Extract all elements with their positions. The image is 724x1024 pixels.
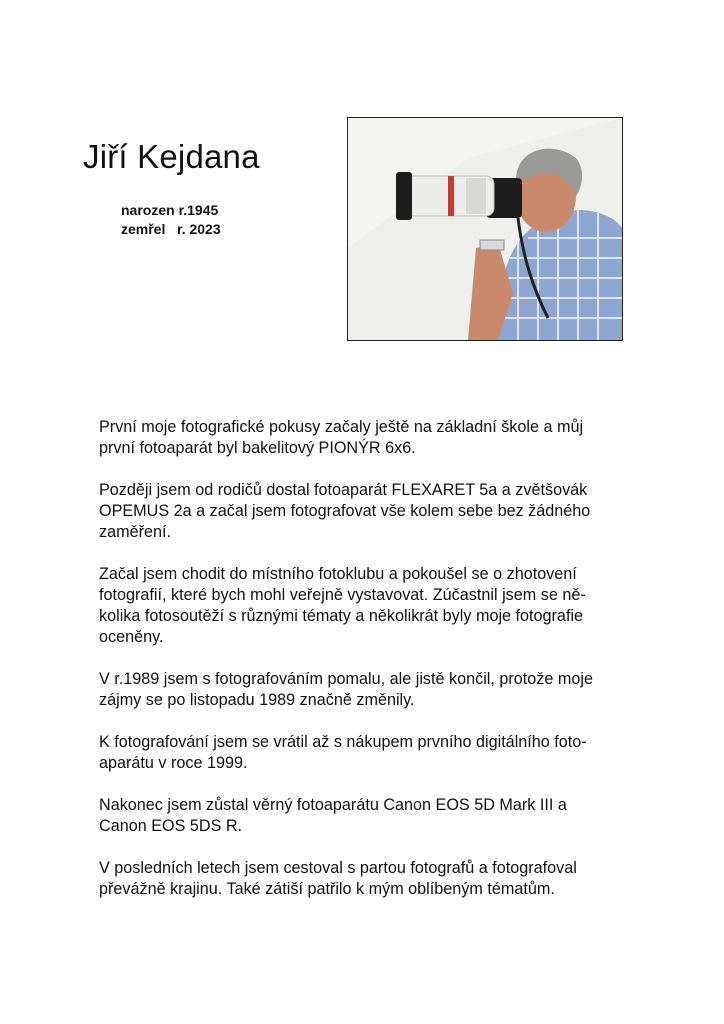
bio-paragraph: K fotografování jsem se vrátil až s nákupem prvního digitálního foto- aparátu v roce 1999. bbox=[99, 733, 587, 772]
bio-paragraph: Začal jsem chodit do místního fotoklubu a pokoušel se o zhotovení fotografií, které bych mohl veřejně vystavovat. Zúčastnil jsem se ně- kolika fotosoutěží s různými tématy a několikrát byly moje fotografie oceněny. bbox=[99, 565, 586, 646]
death-date: zemřel r. 2023 bbox=[121, 221, 221, 237]
bio-paragraph: Nakonec jsem zůstal věrný fotoaparátu Canon EOS 5D Mark III a Canon EOS 5DS R. bbox=[99, 796, 567, 835]
bio-paragraph: První moje fotografické pokusy začaly ještě na základní škole a můj první fotoaparát byl bakelitový PIONÝR 6x6. bbox=[99, 418, 584, 457]
bio-paragraph: V posledních letech jsem cestoval s partou fotografů a fotografoval převážně krajinu. Také zátiší patřilo k mým oblíbeným tématům. bbox=[99, 859, 577, 898]
person-name: Jiří Kejdana bbox=[83, 138, 260, 175]
bio-paragraph: Později jsem od rodičů dostal fotoaparát FLEXARET 5a a zvětšovák OPEMUS 2a a začal jsem fotografovat vše kolem sebe bez žádného zaměření. bbox=[99, 481, 591, 541]
life-dates bbox=[121, 201, 221, 239]
biography-text bbox=[99, 417, 629, 921]
photographer-illustration bbox=[348, 118, 622, 340]
bio-paragraph: V r.1989 jsem s fotografováním pomalu, ale jistě končil, protože moje zájmy se po listopadu 1989 značně změnily. bbox=[99, 670, 593, 709]
portrait-photo bbox=[347, 117, 623, 341]
birth-date: narozen r.1945 bbox=[121, 202, 219, 218]
